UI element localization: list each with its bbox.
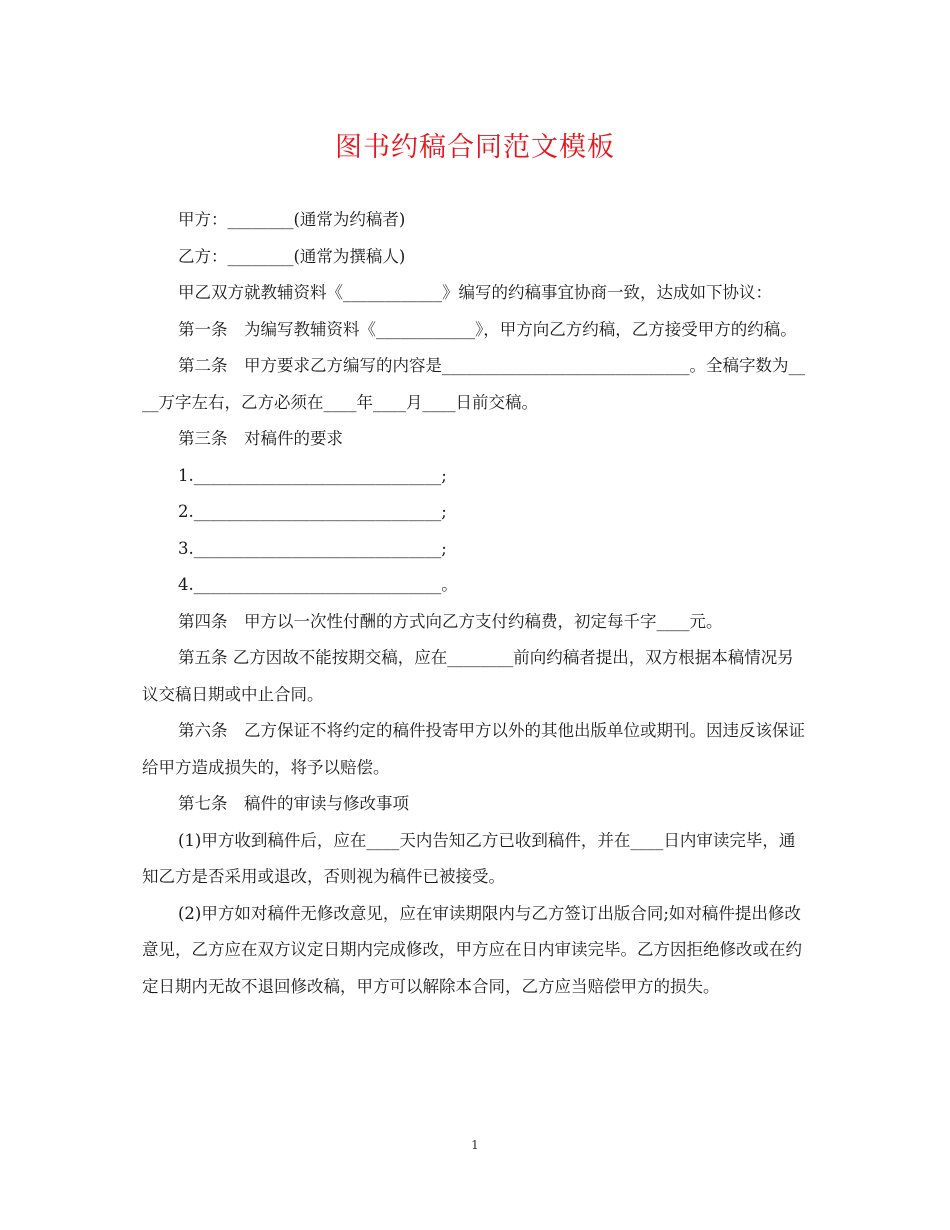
page-number: 1 (471, 1138, 479, 1152)
article-2: 第二条 甲方要求乙方编写的内容是______________________________。全稿字数为____万字左右，乙方必须在____年____月____日前交稿。 (142, 356, 805, 412)
requirement-item-2: 2.______________________________; (178, 502, 447, 521)
article-5: 第五条 乙方因故不能按期交稿，应在________前向约稿者提出，双方根据本稿情况另议交稿日期或中止合同。 (142, 648, 794, 704)
article-7-clause-2: (2)甲方如对稿件无修改意见，应在审读期限内与乙方签订出版合同;如对稿件提出修改意见，乙方应在双方议定日期内完成修改，甲方应在日内审读完毕。乙方因拒绝修改或在约定日期内无故不退回修改稿，甲方可以解除本合同，乙方应当赔偿甲方的损失。 (142, 903, 802, 996)
requirement-item-4: 4.______________________________。 (178, 575, 458, 594)
article-1: 第一条 为编写教辅资料《____________》，甲方向乙方约稿，乙方接受甲方的约稿。 (178, 319, 797, 339)
party-a-line: 甲方：________(通常为约稿者) (178, 210, 406, 229)
agreement-intro: 甲乙双方就教辅资料《____________》编写的约稿事宜协商一致，达成如下协议： (178, 283, 772, 302)
article-4: 第四条 甲方以一次性付酬的方式向乙方支付约稿费，初定每千字____元。 (178, 611, 723, 631)
requirement-item-3: 3.______________________________; (178, 538, 447, 558)
document-title: 图书约稿合同范文模板 (335, 132, 615, 163)
article-6: 第六条 乙方保证不将约定的稿件投寄甲方以外的其他出版单位或期刊。因违反该保证给甲方造成损失的，将予以赔偿。 (142, 721, 805, 777)
article-7-heading: 第七条 稿件的审读与修改事项 (178, 794, 409, 813)
requirement-item-1: 1.______________________________; (178, 465, 447, 485)
article-3-heading: 第三条 对稿件的要求 (178, 429, 343, 448)
document-body (142, 202, 810, 1005)
party-b-line: 乙方：________(通常为撰稿人) (178, 246, 406, 266)
article-7-clause-1: (1)甲方收到稿件后，应在____天内告知乙方已收到稿件，并在____日内审读完毕，通知乙方是否采用或退改，否则视为稿件已被接受。 (142, 830, 796, 886)
